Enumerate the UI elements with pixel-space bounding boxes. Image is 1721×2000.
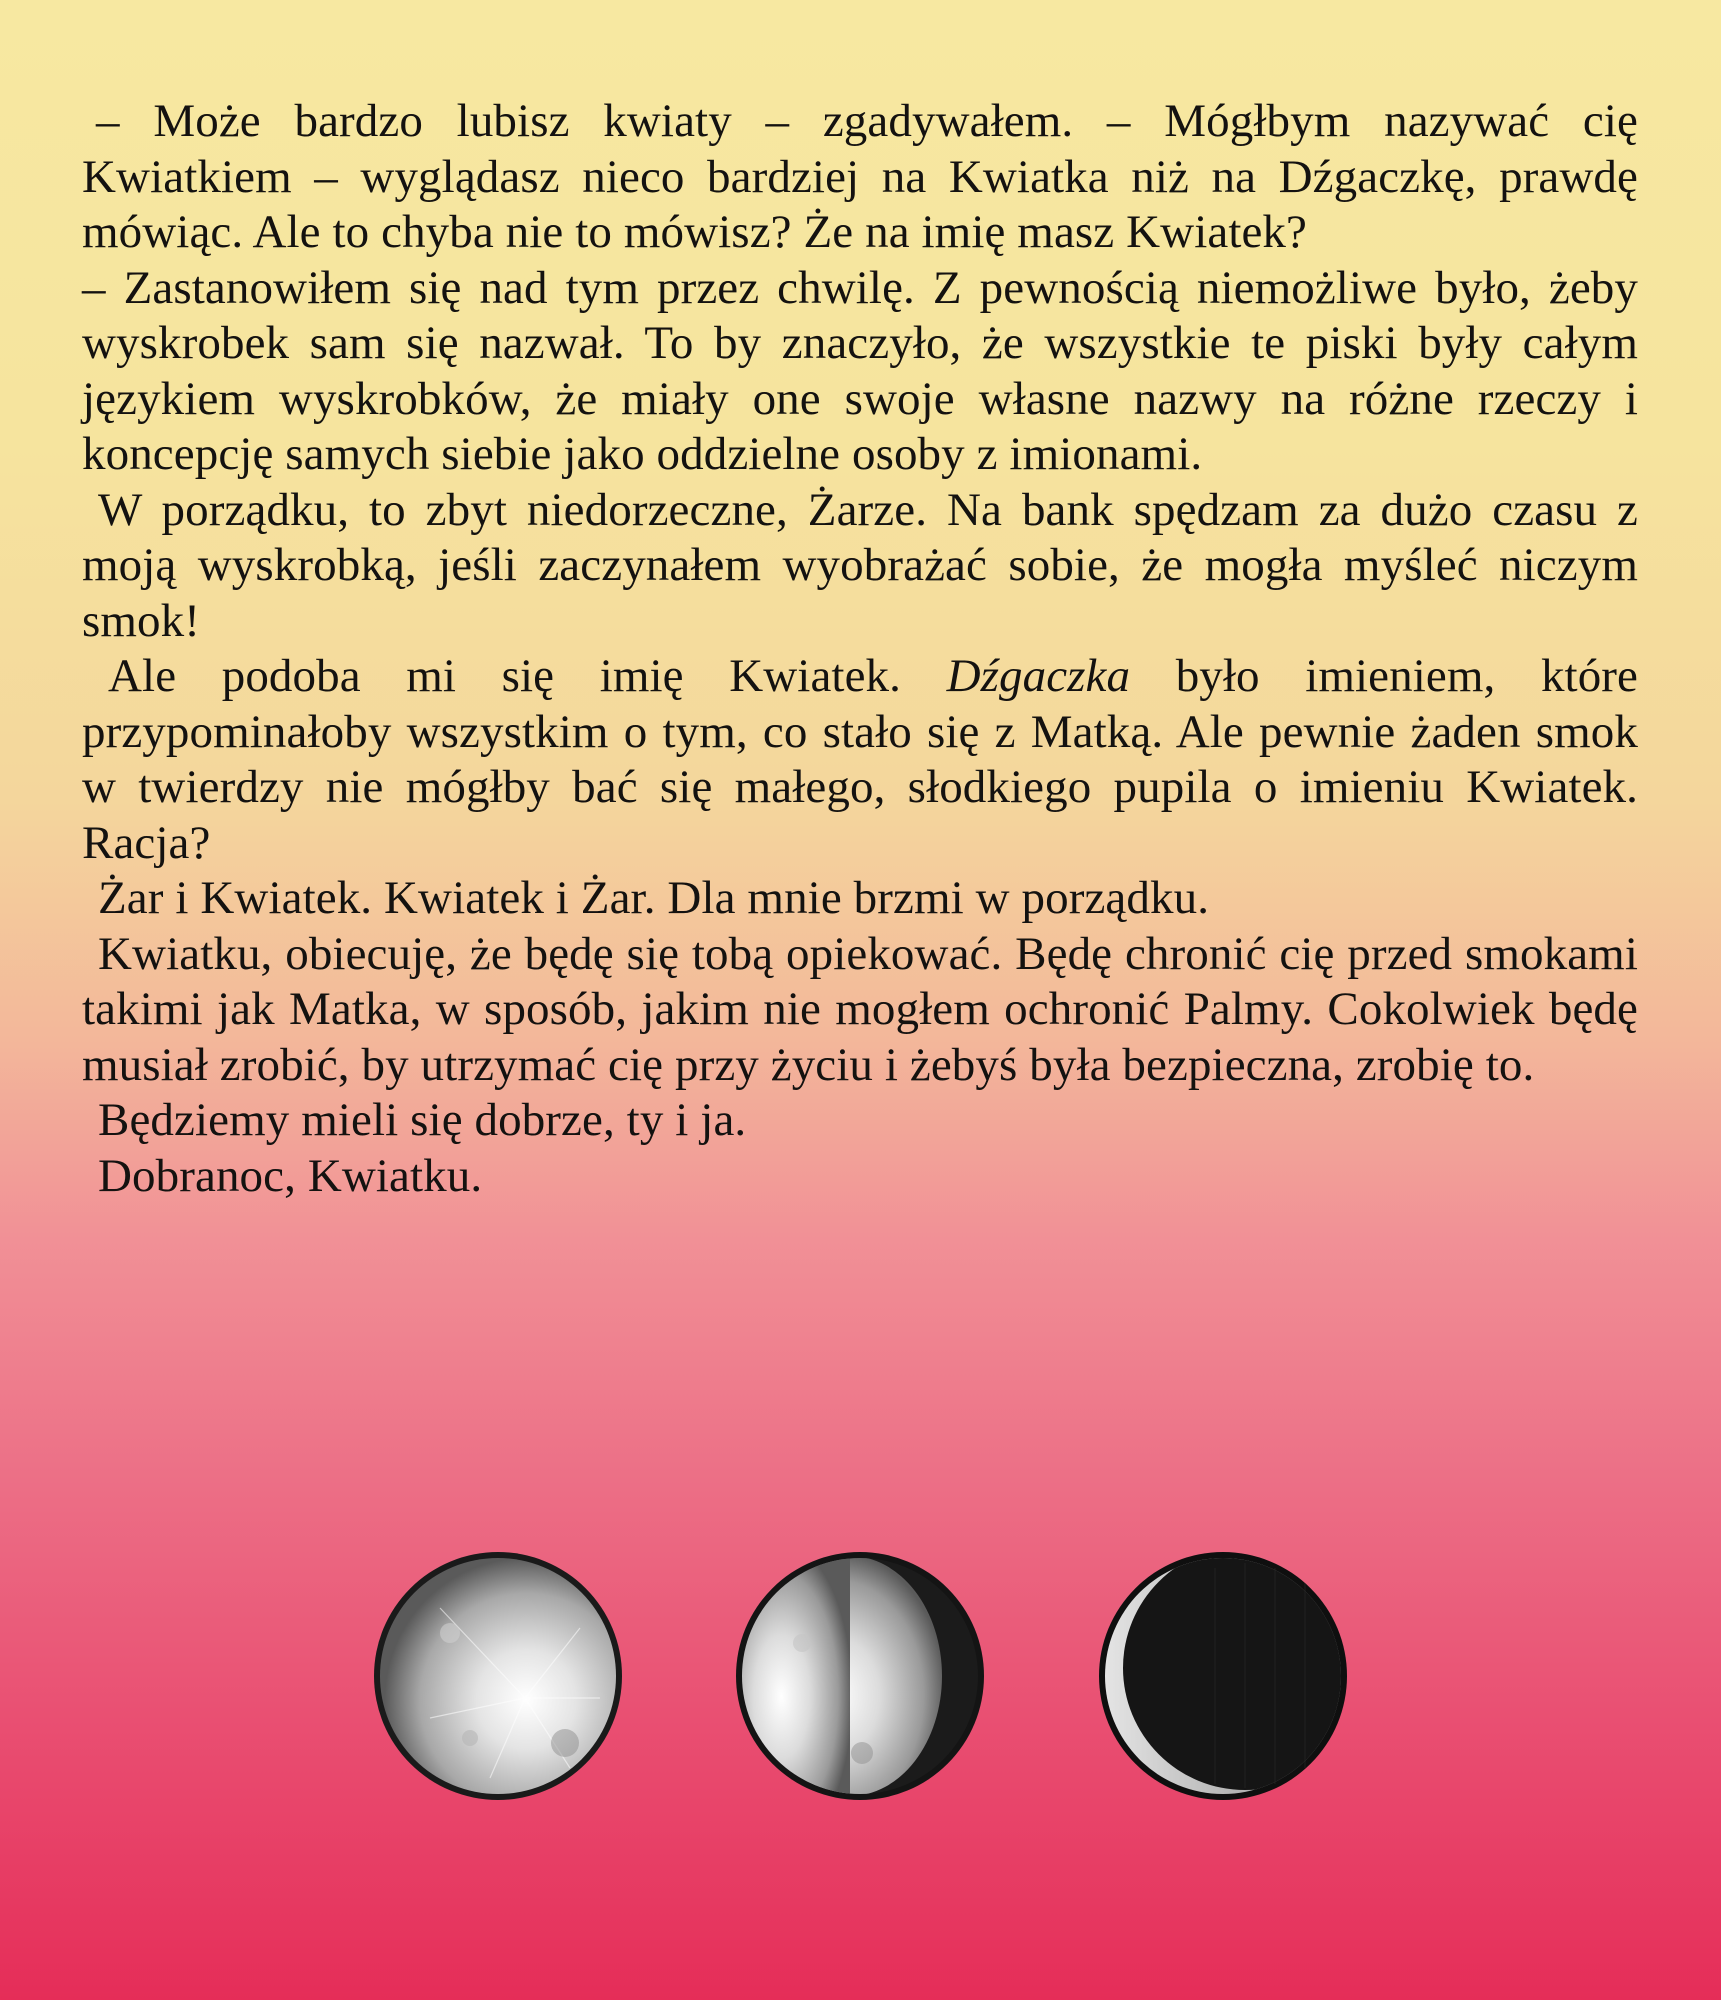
paragraph-4-italic-name: Dźgaczka bbox=[946, 650, 1131, 702]
paragraph-8: Dobranoc, Kwiatku. bbox=[98, 1149, 483, 1202]
paragraph-4 bbox=[82, 649, 1638, 871]
paragraph-6: Kwiatku, obiecuję, że będę się tobą opiekować. Będę chronić cię przed smokami takimi jak Matka, w sposób, jakim nie mogłem ochronić Palmy. Cokolwiek będę musiał zrobić, by utrzymać cię przy życiu i żebyś była bezpieczna, zrobię to. bbox=[82, 927, 1638, 1091]
moon-phases-decoration bbox=[360, 1548, 1360, 1808]
paragraph-1: – Może bardzo lubisz kwiaty – zgadywałem. – Mógłbym nazywać cię Kwiatkiem – wyglądasz nieco bardziej na Kwiatka niż na Dźgaczkę, prawdę mówiąc. Ale to chyba nie to mówisz? Że na imię masz Kwiatek? bbox=[82, 95, 1638, 258]
paragraph-5: Żar i Kwiatek. Kwiatek i Żar. Dla mnie brzmi w porządku. bbox=[98, 872, 1210, 924]
paragraph-4-start: Ale podoba mi się imię Kwiatek. bbox=[108, 650, 901, 702]
paragraph-3 bbox=[82, 483, 1638, 650]
waning-gibbous-moon-icon bbox=[732, 1548, 988, 1804]
paragraph-2: – Zastanowiłem się nad tym przez chwilę. Z pewnością niemożliwe było, żeby wyskrobek sam się nazwał. To by znaczyło, że wszystkie te piski były całym językiem wyskrobków, że miały one swoje własne nazwy na różne rzeczy i koncepcję samych siebie jako oddzielne osoby z imionami. bbox=[82, 261, 1638, 480]
story-text bbox=[82, 94, 1638, 1204]
full-moon-icon bbox=[370, 1548, 626, 1804]
paragraph-3-text: W porządku, to zbyt niedorzeczne, Żarze. Na bank spędzam za dużo czasu z moją wyskrobką, jeśli zaczynałem wyobrażać sobie, że mogła myśleć niczym smok! bbox=[82, 483, 1638, 647]
paragraph-7: Będziemy mieli się dobrze, ty i ja. bbox=[98, 1094, 747, 1146]
crescent-moon-icon bbox=[1095, 1548, 1351, 1804]
paragraph-4-end: było imieniem, które przypominałoby wszystkim o tym, co stało się z Matką. Ale pewnie żaden smok w twierdzy nie mógłby bać się małego, słodkiego pupila o imieniu Kwiatek. Racja? bbox=[82, 650, 1639, 869]
